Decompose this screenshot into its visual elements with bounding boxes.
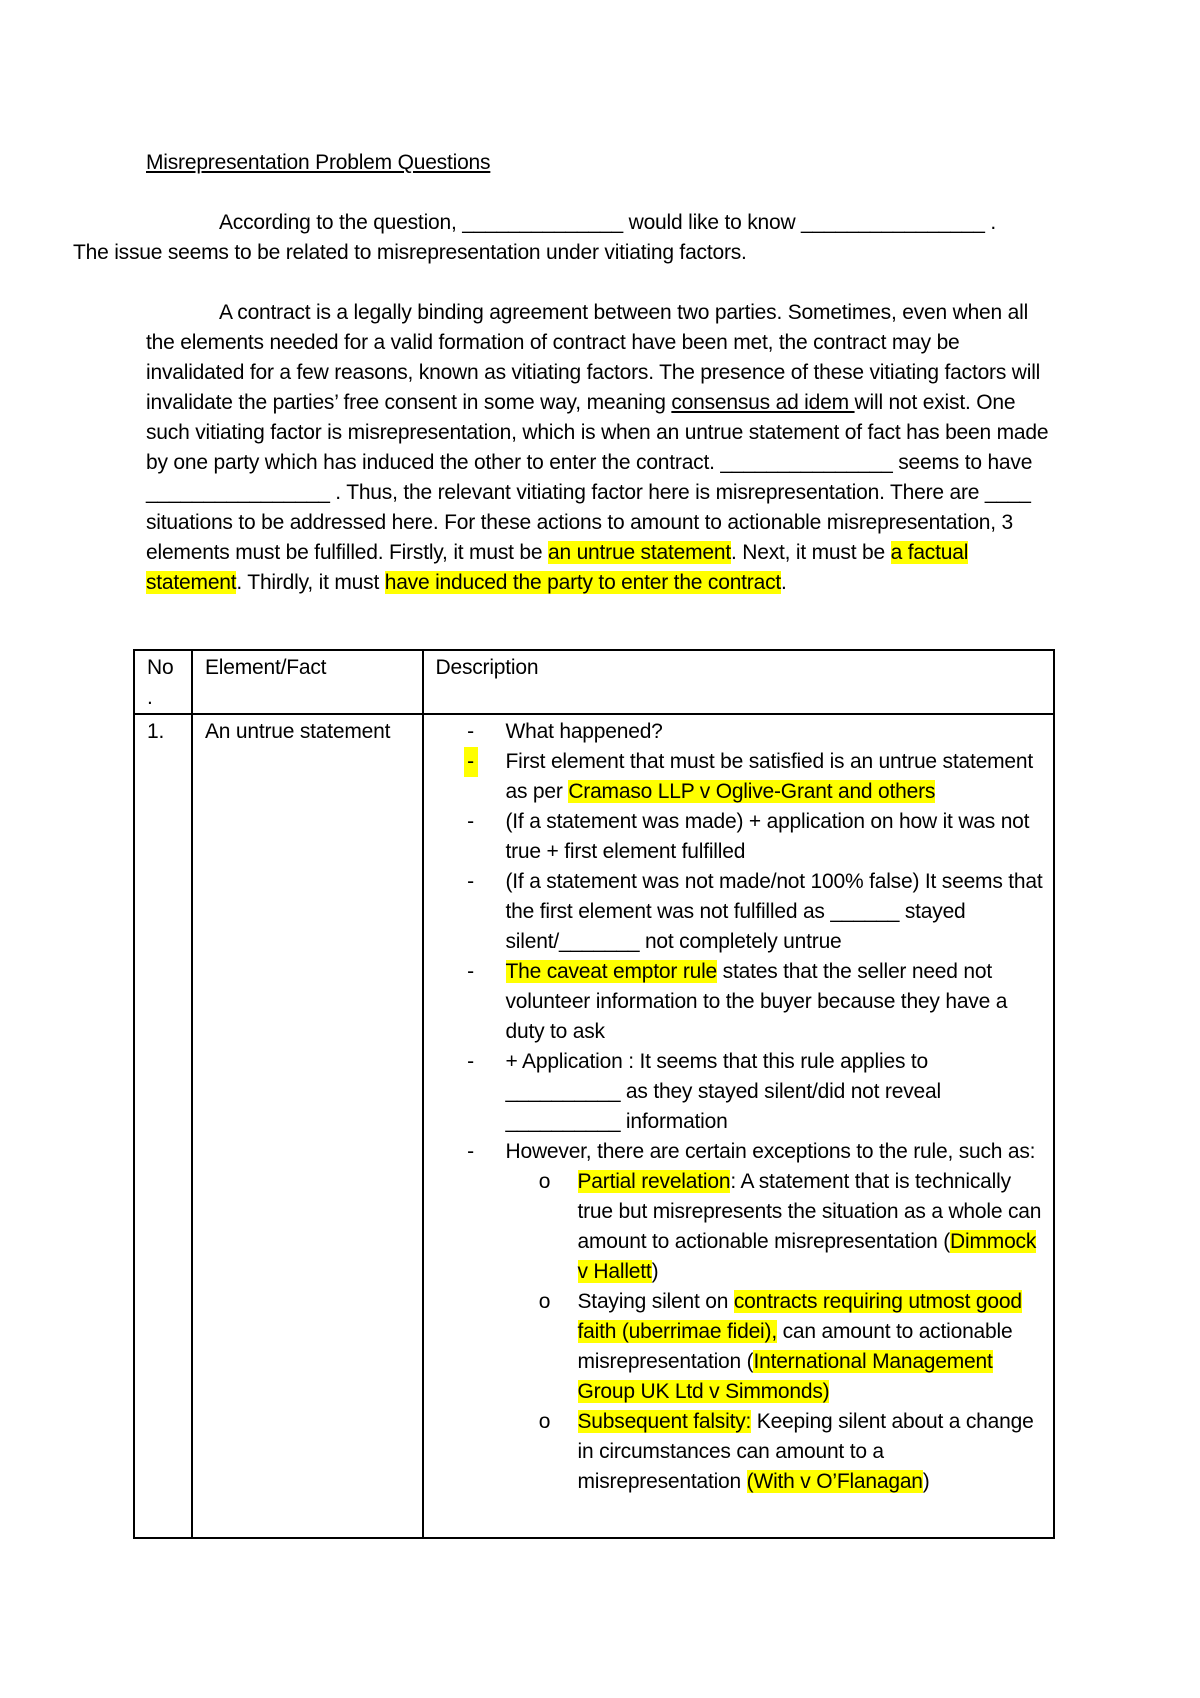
item-text: Staying silent on [577, 1290, 734, 1313]
case-name: (With v O’Flanagan [746, 1470, 923, 1493]
item-text: states that the seller need not volunteer information to the buyer because they have a duty to ask [505, 960, 1008, 1043]
circle-bullet: o [538, 1170, 551, 1193]
row-element: An untrue statement [192, 714, 423, 1538]
item-text: ) [922, 1470, 930, 1493]
list-item [538, 1407, 1046, 1497]
list-item [464, 717, 1046, 747]
table-row [134, 714, 1054, 1538]
item-text: First element that must be satisfied is an untrue statement as per [505, 750, 1033, 803]
circle-bullet: o [538, 1410, 551, 1433]
list-item [464, 1137, 1046, 1497]
highlight-subsequent-falsity: Subsequent falsity: [577, 1410, 752, 1433]
item-text: can amount to actionable misrepresentation ( [577, 1320, 1013, 1373]
item-text: However, there are certain exceptions to the rule, such as: [505, 1140, 1036, 1163]
latin-term-consensus: consensus ad idem [671, 391, 855, 414]
body-text-b: will not exist. One such vitiating factor is misrepresentation, which is when an untrue statement of fact has been made by one party which has induced the other to enter the contract. _______________ seems to have ________________ . Thus, the relevant vitiating factor here is misrepresentation. There are ____ situations to be addressed here. For these actions to amount to actionable misrepresentation, 3 elements must be fulfilled. Firstly, it must be [146, 391, 1049, 564]
list-item [464, 1047, 1046, 1137]
exceptions-list [506, 1167, 1046, 1497]
item-text: ) [651, 1260, 659, 1283]
body-text-a: A contract is a legally binding agreement between two parties. Sometimes, even when all the elements needed for a valid formation of contract have been met, the contract may be invalidated for a few reasons, known as vitiating factors. The presence of these vitiating factors will invalidate the parties’ free consent in some way, meaning [146, 301, 1041, 414]
header-element: Element/Fact [192, 650, 423, 714]
document-content [73, 148, 1060, 598]
highlight-partial-revelation: Partial revelation [577, 1170, 731, 1193]
case-name: International Management Group UK Ltd v Simmonds) [577, 1350, 993, 1403]
list-item [464, 807, 1046, 867]
list-item [538, 1167, 1046, 1287]
item-text: (If a statement was made) + application on how it was not true + first element fulfilled [505, 810, 1030, 863]
list-item [538, 1287, 1046, 1407]
intro-sentence-1: According to the question, ______________ would like to know ________________ . [219, 211, 996, 234]
highlight-utmost-good-faith: contracts requiring utmost good faith (uberrimae fidei), [577, 1290, 1022, 1343]
list-item [464, 867, 1046, 957]
dash-bullet: - [467, 870, 474, 893]
item-text: What happened? [505, 720, 663, 743]
dash-bullet: - [467, 1050, 474, 1073]
description-list [424, 717, 1046, 1497]
body-paragraph [146, 298, 1060, 598]
dash-bullet: - [467, 810, 474, 833]
list-item [464, 957, 1046, 1047]
item-text: + Application : It seems that this rule applies to __________ as they stayed silent/did not reveal __________ information [505, 1050, 941, 1133]
header-description: Description [423, 650, 1055, 714]
dash-bullet: - [467, 720, 474, 743]
intro-sentence-2: The issue seems to be related to misrepresentation under vitiating factors. [73, 241, 747, 264]
dash-bullet: - [467, 960, 474, 983]
item-text: (If a statement was not made/not 100% false) It seems that the first element was not fulfilled as ______ stayed silent/_______ not completely untrue [505, 870, 1043, 953]
highlight-factual-statement: a factual statement [146, 541, 969, 594]
case-name: Cramaso LLP v Oglive-Grant and others [568, 780, 936, 803]
body-text-d: . Thirdly, it must [236, 571, 385, 594]
body-text-e: . [781, 571, 787, 594]
dash-bullet: - [467, 1140, 474, 1163]
case-name: Dimmock v Hallett [577, 1230, 1037, 1283]
row-number: 1. [134, 714, 192, 1538]
highlight-caveat-emptor: The caveat emptor rule [505, 960, 718, 983]
row-description [423, 714, 1055, 1538]
item-text: : A statement that is technically true but misrepresents the situation as a whole can amount to actionable misrepresentation ( [577, 1170, 1042, 1253]
elements-table [133, 649, 1055, 1539]
header-no: No . [134, 650, 192, 714]
dash-bullet: - [464, 747, 478, 777]
table-header-row [134, 650, 1054, 714]
item-text: Keeping silent about a change in circumstances can amount to a misrepresentation [577, 1410, 1034, 1493]
circle-bullet: o [538, 1290, 551, 1313]
highlight-untrue-statement: an untrue statement [547, 541, 731, 564]
body-text-c: . Next, it must be [730, 541, 891, 564]
highlight-induced: have induced the party to enter the contract [384, 571, 782, 594]
intro-paragraph [73, 208, 1060, 268]
document-title: Misrepresentation Problem Questions [146, 151, 491, 174]
list-item [464, 747, 1046, 807]
